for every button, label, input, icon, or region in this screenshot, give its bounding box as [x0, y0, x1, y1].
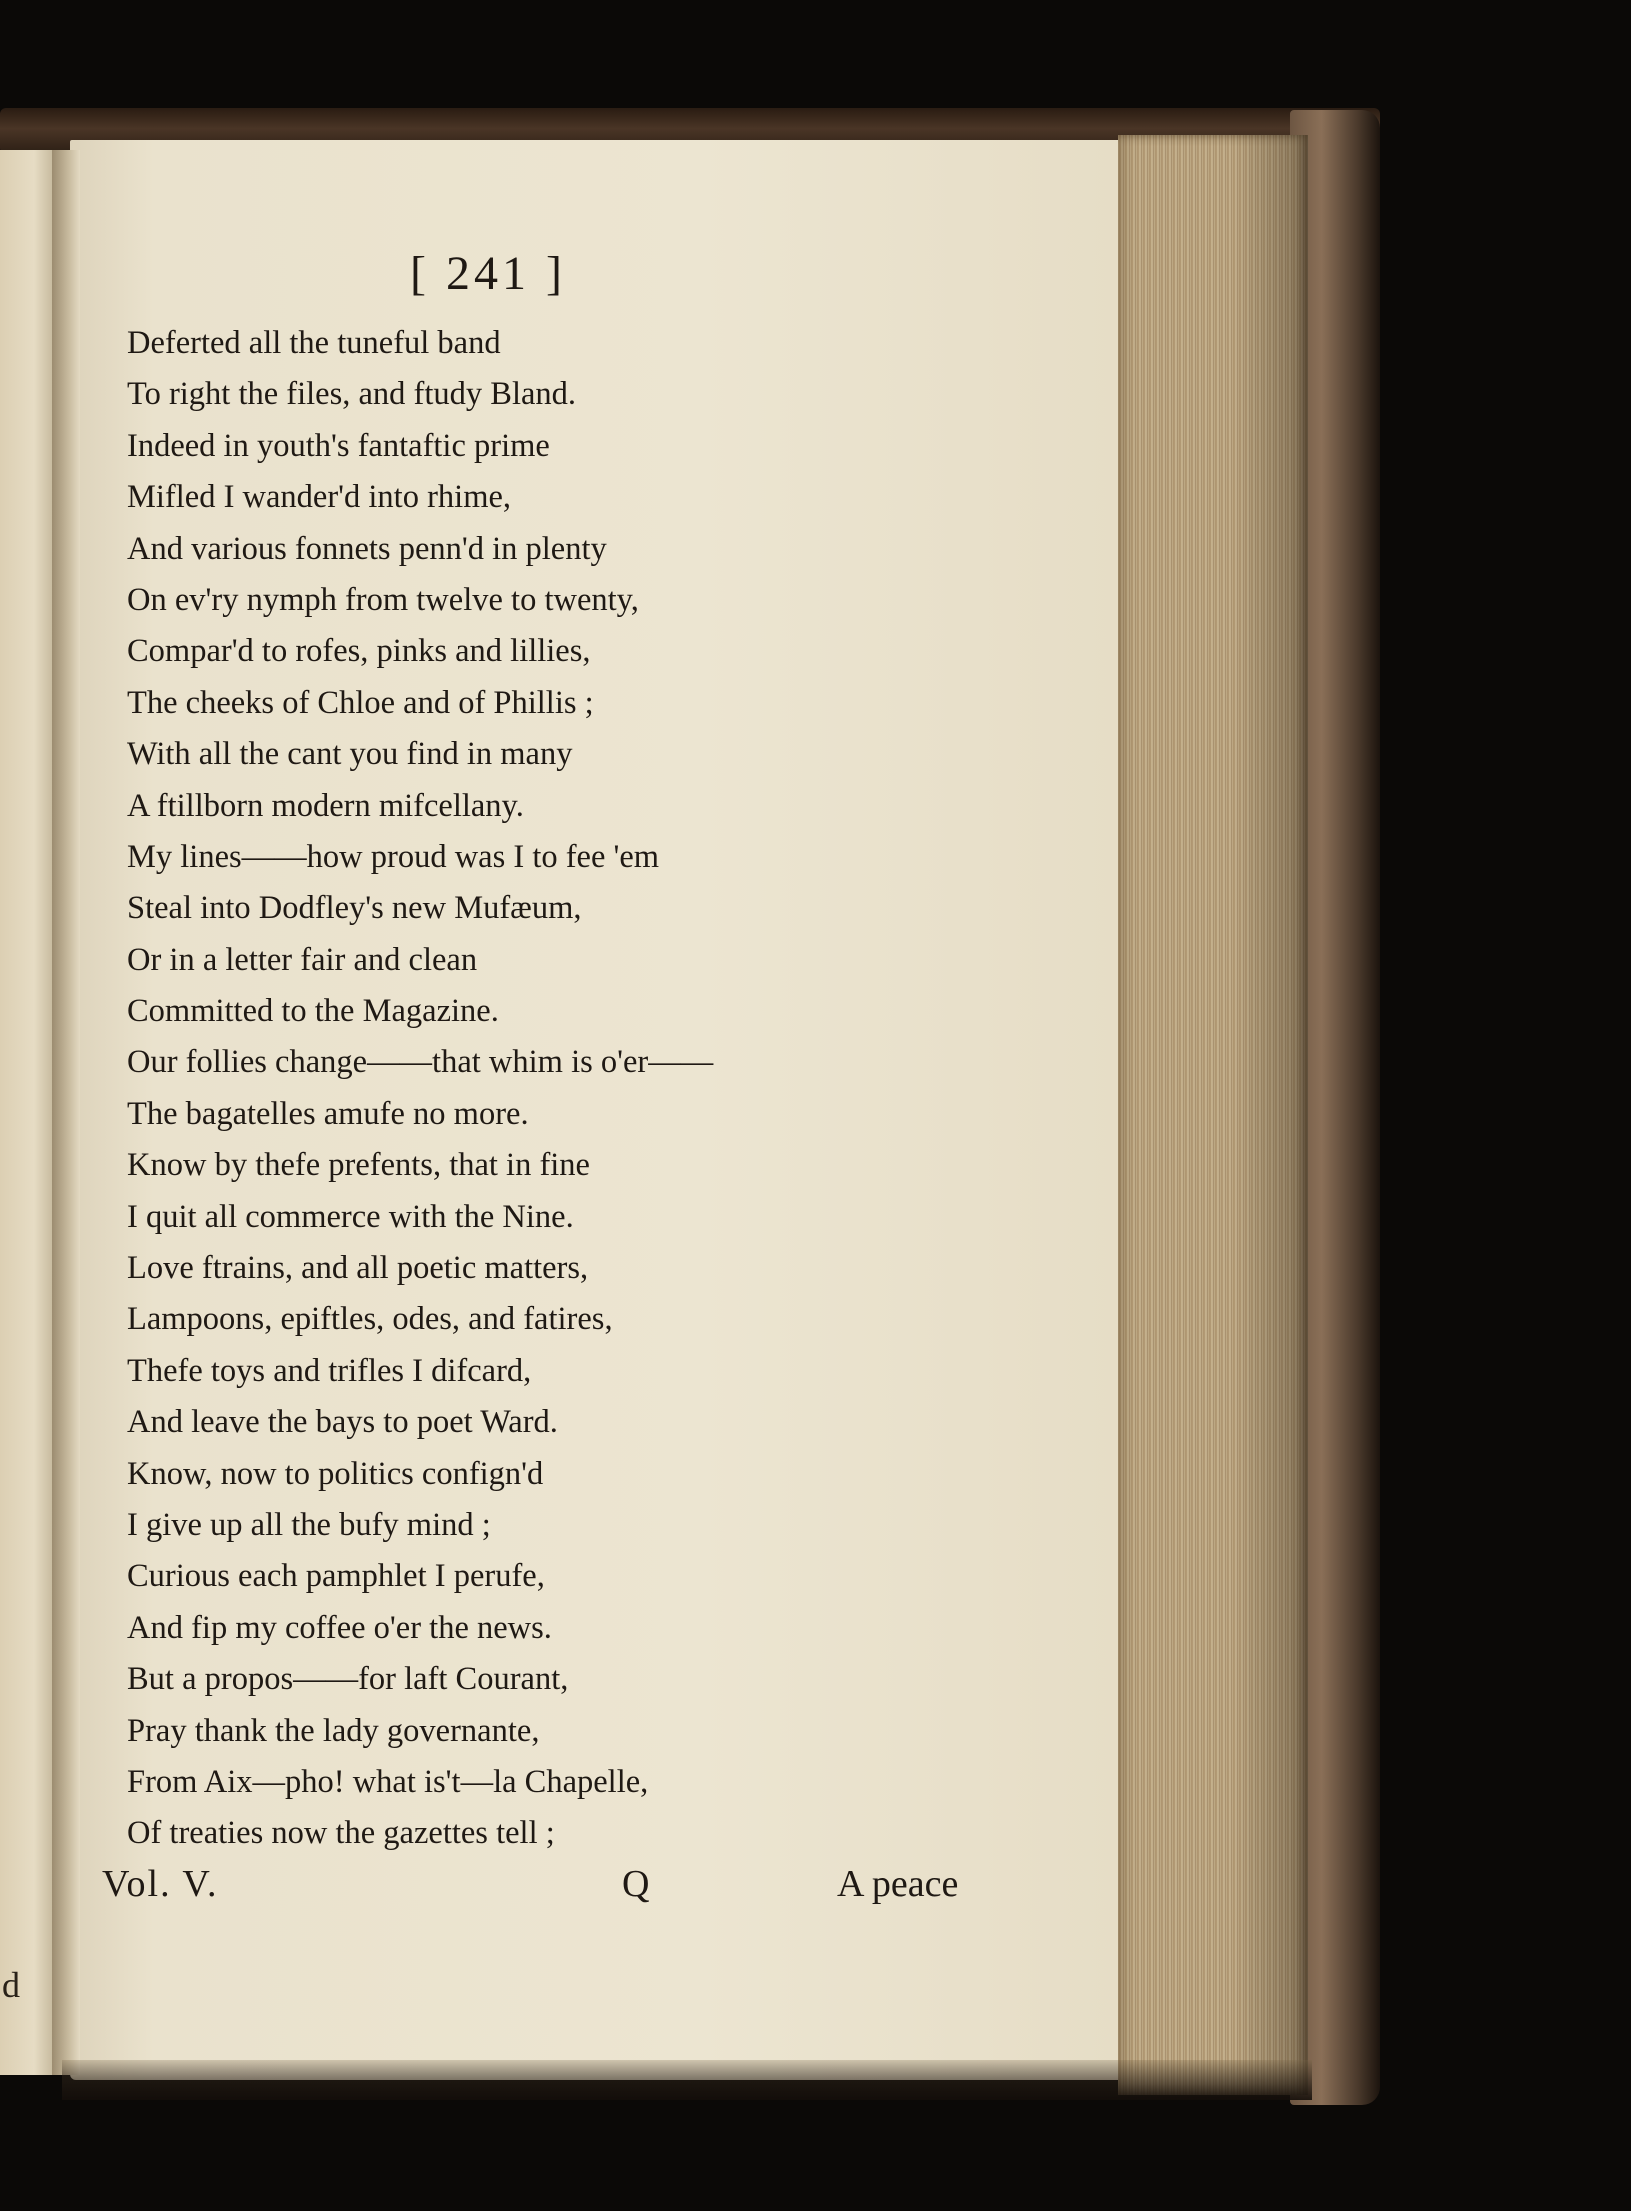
poem-line: Know by thefe prefents, that in fine	[127, 1147, 590, 1184]
poem-line: Curious each pamphlet I perufe,	[127, 1558, 545, 1595]
poem-line: Committed to the Magazine.	[127, 993, 499, 1030]
verso-text-fragment: d	[2, 1965, 20, 2005]
poem-line: Deferted all the tuneful band	[127, 325, 501, 361]
poem-line: Lampoons, epiftles, odes, and fatires,	[127, 1301, 613, 1338]
poem-line: And fip my coffee o'er the news.	[127, 1609, 552, 1646]
poem-text-block	[127, 318, 847, 1860]
volume-label: Vol. V.	[102, 1863, 219, 1905]
poem-line: Know, now to politics confign'd	[127, 1455, 544, 1492]
poem-line: Our follies change——that whim is o'er——	[127, 1044, 714, 1081]
poem-line: Compar'd to rofes, pinks and lillies,	[127, 633, 591, 670]
poem-line: Steal into Dodfley's new Mufæum,	[127, 890, 582, 927]
poem-line: But a propos——for laft Courant,	[127, 1661, 569, 1698]
poem-line: I give up all the bufy mind ;	[127, 1506, 491, 1543]
poem-line: Of treaties now the gazettes tell ;	[127, 1815, 555, 1852]
poem-line: With all the cant you find in many	[127, 736, 573, 773]
poem-line: The cheeks of Chloe and of Phillis ;	[127, 684, 594, 721]
poem-line: Or in a letter fair and clean	[127, 941, 478, 978]
page-number-header: [ 241 ]	[410, 247, 566, 300]
poem-line: Pray thank the lady governante,	[127, 1712, 540, 1749]
poem-line: Thefe toys and trifles I difcard,	[127, 1352, 532, 1389]
book-gutter	[52, 150, 80, 2075]
poem-line: The bagatelles amufe no more.	[127, 1095, 529, 1132]
catchword: A peace	[837, 1863, 959, 1905]
poem-line: And various fonnets penn'd in plenty	[127, 530, 607, 567]
signature-mark: Q	[622, 1863, 650, 1905]
poem-line: To right the files, and ftudy Bland.	[127, 376, 577, 413]
poem-line: From Aix—pho! what is't—la Chapelle,	[127, 1763, 649, 1800]
poem-line: A ftillborn modern mifcellany.	[127, 787, 524, 824]
poem-line: My lines——how proud was I to fee 'em	[127, 838, 660, 875]
poem-line: Indeed in youth's fantaftic prime	[127, 427, 550, 464]
poem-line: On ev'ry nymph from twelve to twenty,	[127, 581, 639, 618]
fore-edge-shadow	[1118, 135, 1308, 2095]
page-bottom-shadow	[62, 2060, 1312, 2100]
poem-line: And leave the bays to poet Ward.	[127, 1404, 558, 1441]
poem-line: Love ftrains, and all poetic matters,	[127, 1250, 589, 1287]
poem-line: I quit all commerce with the Nine.	[127, 1198, 574, 1235]
poem-line: Mifled I wander'd into rhime,	[127, 479, 512, 516]
